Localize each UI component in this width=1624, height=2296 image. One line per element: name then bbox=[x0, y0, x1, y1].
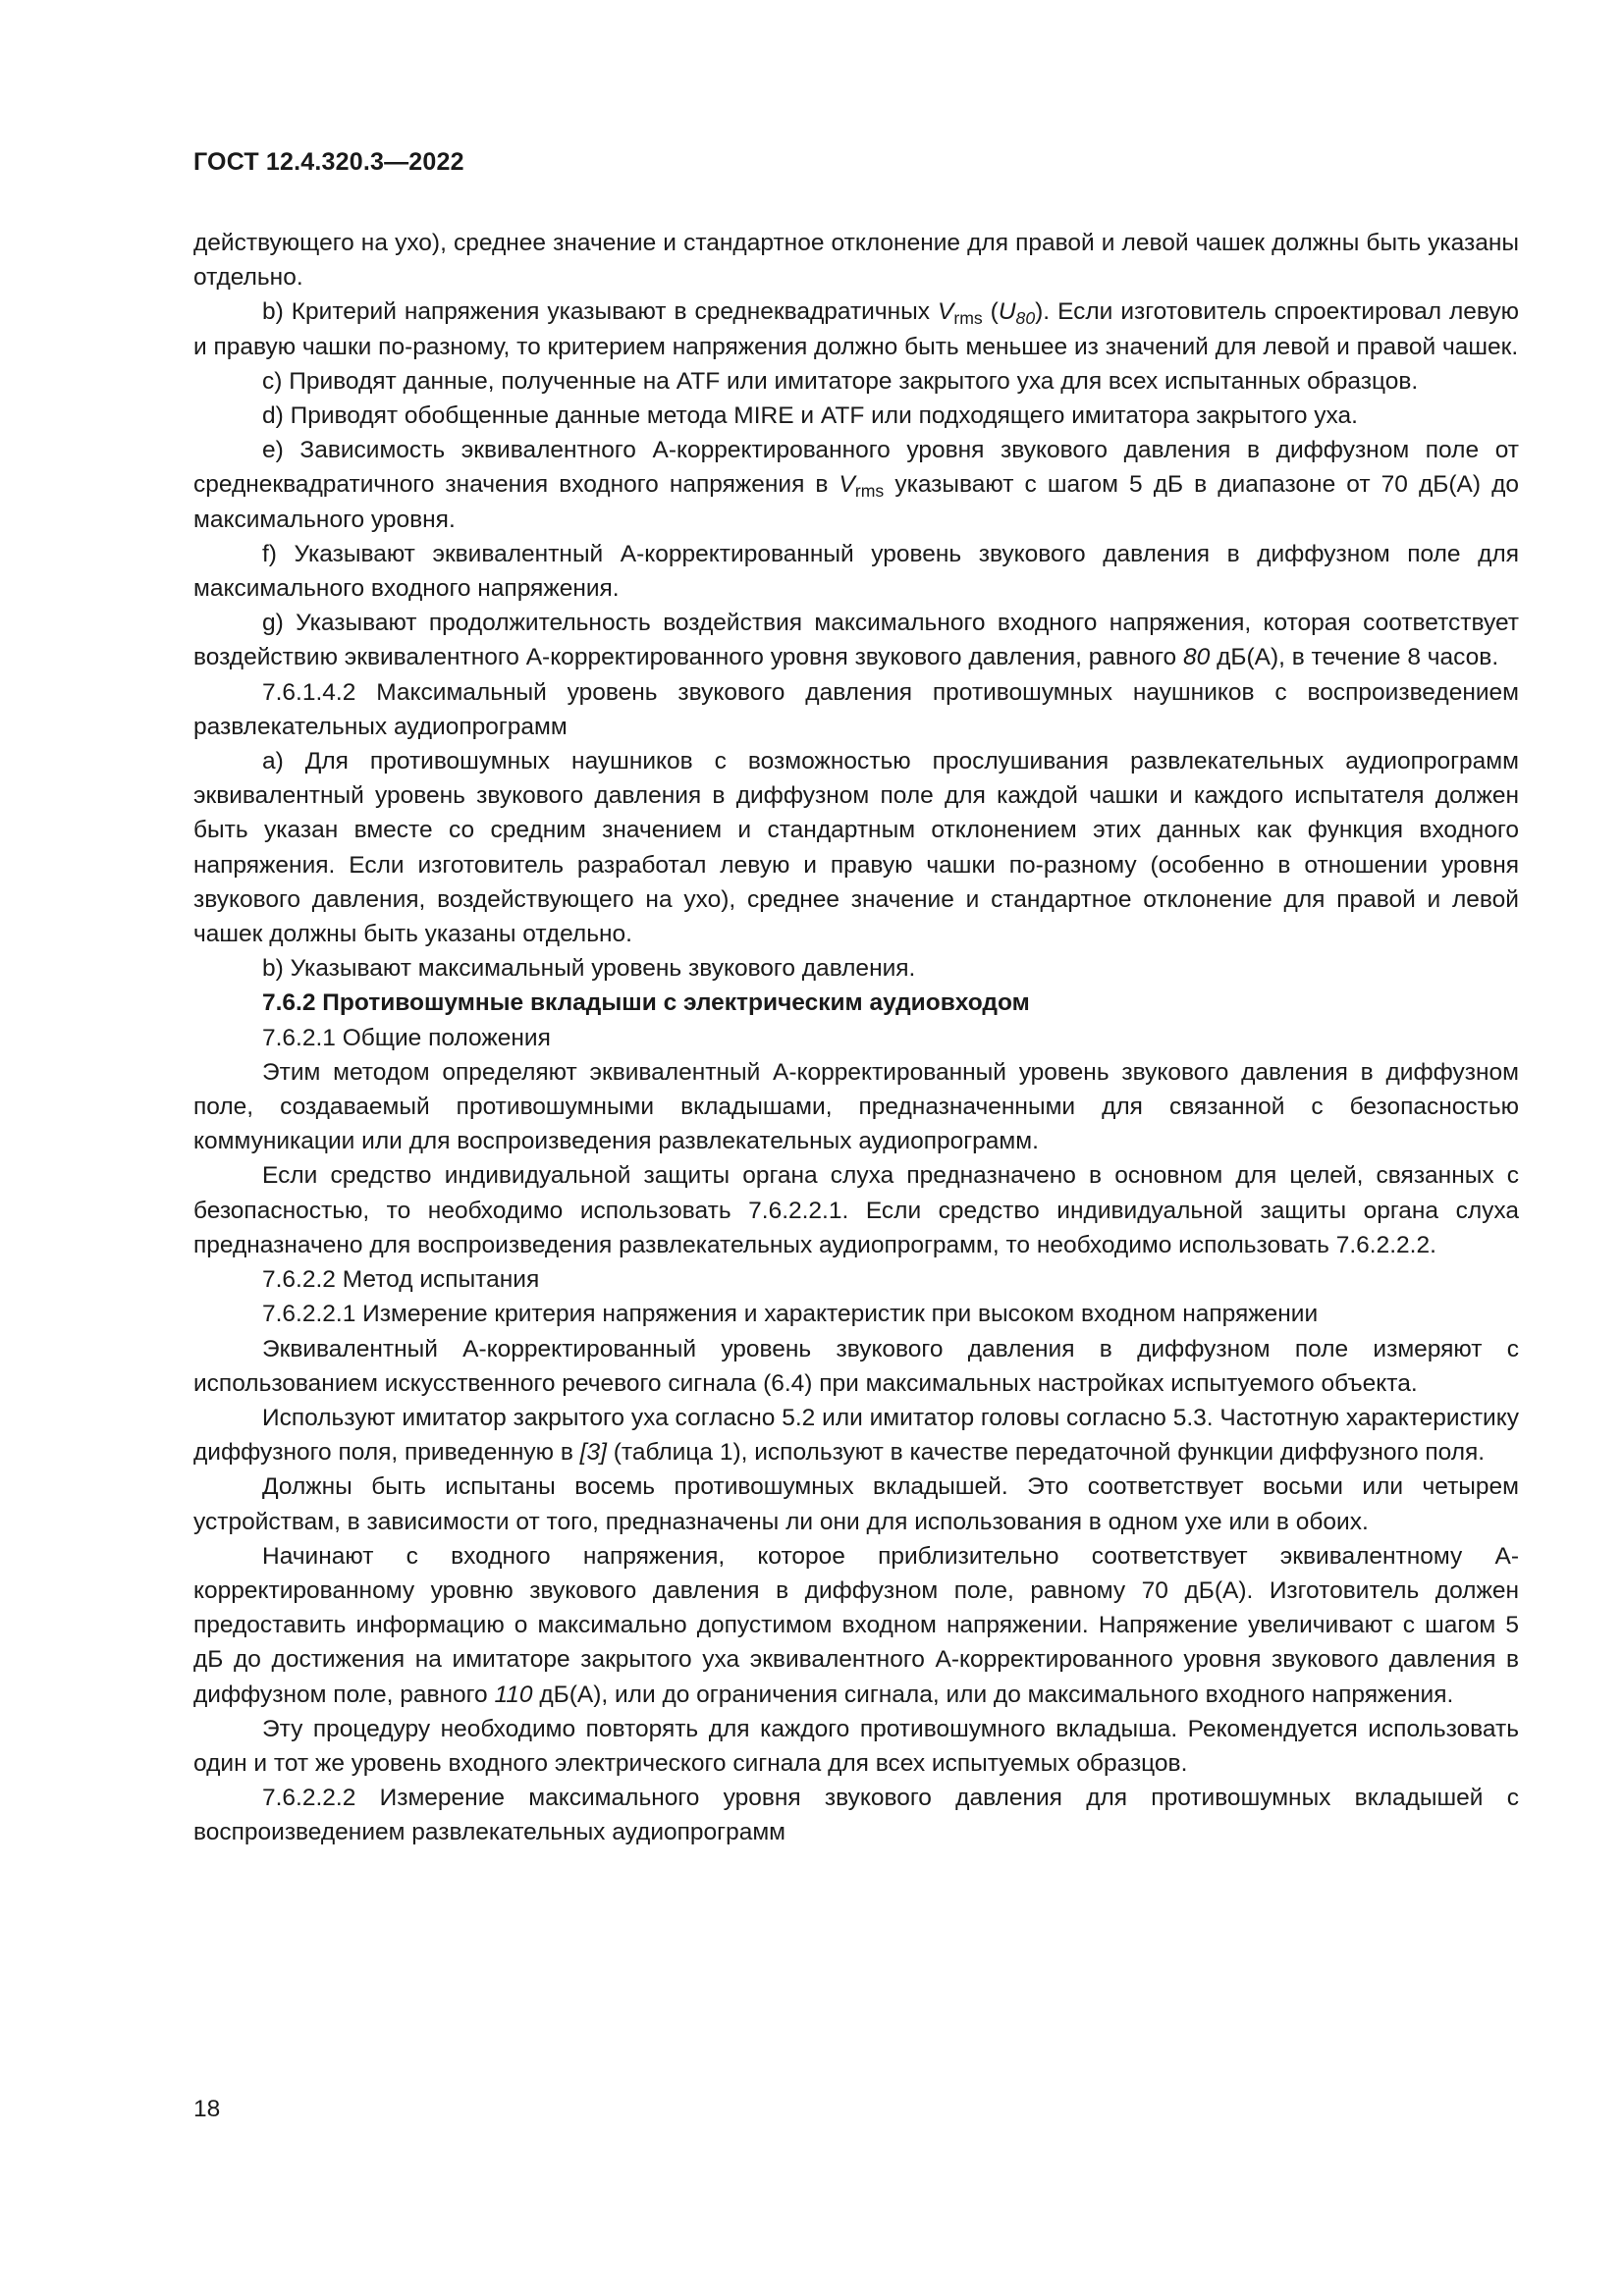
symbol-v: V bbox=[937, 298, 954, 326]
paragraph: Этим методом определяют эквивалентный А-корректированный уровень звукового давления в диффузном поле, создаваемый противошумными вкладышами, предназначенными для связанной с безопасностью коммуникации или для воспроизведения развлекательных аудиопрограмм. bbox=[193, 1058, 1519, 1155]
reference: [3] bbox=[579, 1439, 607, 1467]
section-heading: 7.6.1.4.2 Максимальный уровень звукового давления противошумных наушников с воспроизведением развлекательных аудиопрограмм bbox=[193, 678, 1519, 740]
paragraph bbox=[193, 294, 1519, 363]
paragraph: Если средство индивидуальной защиты органа слуха предназначено в основном для целей, связанных с безопасностью, то необходимо использовать 7.6.2.2.1. Если средство индивидуальной защиты органа слуха предназначено для воспроизведения развлекательных аудиопрограмм, то необходимо использовать 7.6.2.2.2. bbox=[193, 1162, 1519, 1258]
text-run: e) Зависимость эквивалентного А-корректированного уровня звукового давления в диффузном поле от среднеквадратичного значения входного напряжения в bbox=[193, 437, 1519, 499]
document-header: ГОСТ 12.4.320.3—2022 bbox=[193, 148, 464, 176]
text-run: (таблица 1), используют в качестве передаточной функции диффузного поля. bbox=[606, 1439, 1486, 1467]
paragraph: Эту процедуру необходимо повторять для каждого противошумного вкладыша. Рекомендуется использовать один и тот же уровень входного электрического сигнала для всех испытуемых образцов. bbox=[193, 1715, 1519, 1777]
text-run: Начинают с входного напряжения, которое приблизительно соответствует эквивалентному А-корректированному уровню звукового давления в диффузном поле, равному 70 дБ(А). Изготовитель должен предоставить информацию о максимально допустимом входном напряжении. Напряжение увеличивают с шагом 5 дБ до достижения на имитаторе закрытого уха эквивалентного А-корректированного уровня звукового давления в диффузном поле, равного bbox=[193, 1542, 1519, 1708]
paragraph: c) Приводят данные, полученные на ATF или имитаторе закрытого уха для всех испытанных образцов. bbox=[262, 367, 1419, 395]
italic-value: 80 bbox=[1183, 644, 1211, 671]
text-run: дБ(А), в течение 8 часов. bbox=[1210, 644, 1499, 671]
paragraph bbox=[193, 606, 1519, 674]
text-run: ). Если изготовитель спроектировал левую и правую чашки по-разному, то критерием напряжения должно быть меньшее из значений для левой и правой чашек. bbox=[193, 298, 1519, 360]
paragraph: b) Указывают максимальный уровень звукового давления. bbox=[262, 955, 916, 983]
paragraph: Должны быть испытаны восемь противошумных вкладышей. Это соответствует восьми или четырем устройствам, в зависимости от того, предназначены ли они для использования в одном ухе или в обоих. bbox=[193, 1473, 1519, 1535]
subscript-80: 80 bbox=[1015, 308, 1036, 329]
text-run: g) Указывают продолжительность воздействия максимального входного напряжения, которая соответствует воздействию эквивалентного А-корректированного уровня звукового давления, равного bbox=[193, 610, 1519, 671]
page-number: 18 bbox=[193, 2096, 221, 2122]
paragraph: a) Для противошумных наушников с возможностью прослушивания развлекательных аудиопрограмм эквивалентный уровень звукового давления в диффузном поле для каждой чашки и каждого испытателя должен быть указан вместе со средним значением и стандартным отклонением этих данных как функция входного напряжения. Если изготовитель разработал левую и правую чашки по-разному (особенно в отношении уровня звукового давления, воздействующего на ухо), среднее значение и стандартное отклонение для правой и левой чашек должны быть указаны отдельно. bbox=[193, 748, 1519, 948]
text-run: ( bbox=[982, 298, 999, 326]
italic-value: 110 bbox=[494, 1681, 533, 1708]
text-run: дБ(А), или до ограничения сигнала, или до максимального входного напряжения. bbox=[532, 1681, 1454, 1708]
paragraph: f) Указывают эквивалентный А-корректированный уровень звукового давления в диффузном поле для максимального входного напряжения. bbox=[193, 540, 1519, 603]
paragraph bbox=[193, 1401, 1519, 1469]
text-run: Используют имитатор закрытого уха согласно 5.2 или имитатор головы согласно 5.3. Частотную характеристику диффузного поля, приведенную в bbox=[193, 1404, 1519, 1467]
symbol-v: V bbox=[839, 471, 855, 499]
text-run: указывают с шагом 5 дБ в диапазоне от 70 дБ(А) до максимального уровня. bbox=[193, 471, 1519, 533]
section-heading: 7.6.2.2.2 Измерение максимального уровня звукового давления для противошумных вкладышей с воспроизведением развлекательных аудиопрограмм bbox=[193, 1785, 1519, 1846]
symbol-u: U bbox=[998, 298, 1016, 326]
subscript-rms: rms bbox=[854, 481, 885, 502]
paragraph bbox=[193, 433, 1519, 537]
text-run: b) Критерий напряжения указывают в среднеквадратичных bbox=[262, 298, 938, 326]
paragraph: действующего на ухо), среднее значение и стандартное отклонение для правой и левой чашек должны быть указаны отдельно. bbox=[193, 230, 1519, 292]
paragraph: Эквивалентный А-корректированный уровень звукового давления в диффузном поле измеряют с использованием искусственного речевого сигнала (6.4) при максимальных настройках испытуемого объекта. bbox=[193, 1335, 1519, 1397]
paragraph: d) Приводят обобщенные данные метода MIRE и ATF или подходящего имитатора закрытого уха. bbox=[262, 402, 1358, 430]
section-heading: 7.6.2 Противошумные вкладыши с электрическим аудиовходом bbox=[262, 989, 1030, 1017]
document-body bbox=[193, 226, 1519, 1850]
section-heading: 7.6.2.2 Метод испытания bbox=[262, 1266, 540, 1294]
paragraph bbox=[193, 1539, 1519, 1712]
section-heading: 7.6.2.1 Общие положения bbox=[262, 1024, 551, 1051]
section-heading: 7.6.2.2.1 Измерение критерия напряжения и характеристик при высоком входном напряжении bbox=[262, 1301, 1319, 1328]
subscript-rms: rms bbox=[953, 308, 983, 329]
